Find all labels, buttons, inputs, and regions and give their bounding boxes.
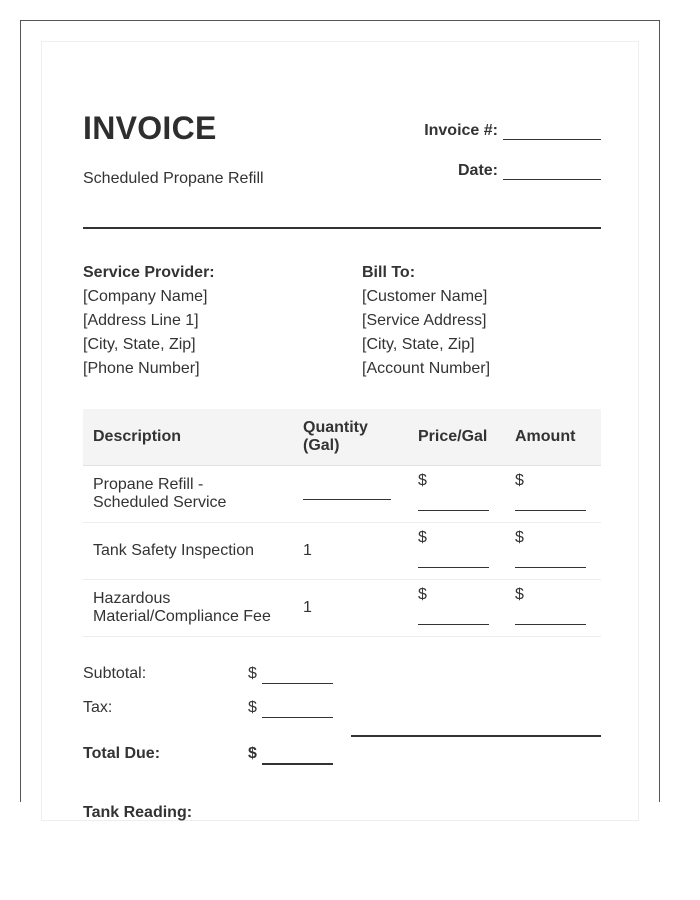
currency-symbol: $ (248, 699, 257, 716)
invoice-title: INVOICE (83, 110, 217, 146)
invoice-sheet (41, 41, 639, 821)
table-row (83, 580, 601, 637)
subtotal-blank (262, 667, 333, 684)
row-description: Propane Refill - Scheduled Service (83, 466, 293, 523)
currency-symbol: $ (418, 586, 427, 603)
table-header-row (83, 409, 601, 466)
provider-address-line: [Address Line 1] (83, 312, 199, 329)
row-description: Hazardous Material/Compliance Fee (83, 580, 293, 637)
tax-row (83, 699, 333, 719)
customer-name: [Customer Name] (362, 288, 488, 305)
service-provider-block (83, 261, 215, 381)
currency-symbol: $ (248, 745, 257, 762)
table-row (83, 523, 601, 580)
row-amount (505, 523, 601, 580)
price-blank (418, 608, 489, 625)
tax-label: Tax: (83, 699, 113, 716)
amount-blank (515, 608, 586, 625)
price-blank (418, 494, 489, 511)
account-number: [Account Number] (362, 360, 491, 377)
document-frame (20, 20, 660, 821)
header-amount: Amount (505, 409, 601, 466)
row-description: Tank Safety Inspection (83, 523, 293, 580)
provider-company-name: [Company Name] (83, 288, 208, 305)
provider-city-state-zip: [City, State, Zip] (83, 336, 196, 353)
row-quantity (293, 466, 408, 523)
tax-blank (262, 701, 333, 718)
invoice-number-blank (503, 123, 601, 140)
row-quantity: 1 (293, 580, 408, 637)
bill-to-label: Bill To: (362, 264, 416, 281)
amount-blank (515, 494, 586, 511)
header-divider (83, 227, 601, 229)
row-price (408, 580, 505, 637)
currency-symbol: $ (418, 529, 427, 546)
currency-symbol: $ (248, 665, 257, 682)
row-price (408, 523, 505, 580)
service-address: [Service Address] (362, 312, 487, 329)
invoice-number-label: Invoice #: (424, 122, 498, 139)
currency-symbol: $ (515, 586, 524, 603)
currency-symbol: $ (515, 472, 524, 489)
quantity-blank (303, 483, 391, 500)
row-amount (505, 466, 601, 523)
subtotal-label: Subtotal: (83, 665, 147, 682)
subtotal-row (83, 665, 333, 685)
bill-to-block (362, 261, 490, 381)
service-provider-label: Service Provider: (83, 264, 215, 281)
invoice-subtitle: Scheduled Propane Refill (83, 170, 264, 187)
header-price-per-gal: Price/Gal (408, 409, 505, 466)
total-due-row (83, 745, 333, 765)
currency-symbol: $ (515, 529, 524, 546)
customer-city-state-zip: [City, State, Zip] (362, 336, 475, 353)
row-price (408, 466, 505, 523)
invoice-number-field (424, 122, 601, 140)
currency-symbol: $ (418, 472, 427, 489)
table-row (83, 466, 601, 523)
invoice-date-field (458, 162, 601, 180)
invoice-date-label: Date: (457, 162, 498, 179)
header-quantity: Quantity (Gal) (293, 409, 408, 466)
invoice-date-blank (503, 163, 601, 180)
price-blank (418, 551, 489, 568)
total-due-blank (262, 747, 333, 765)
provider-phone-number: [Phone Number] (83, 360, 200, 377)
tank-reading-label: Tank Reading: (83, 804, 193, 821)
row-amount (505, 580, 601, 637)
line-items-table (83, 409, 601, 637)
total-due-label: Total Due: (83, 745, 161, 762)
totals-divider (351, 735, 601, 737)
amount-blank (515, 551, 586, 568)
row-quantity: 1 (293, 523, 408, 580)
header-description: Description (83, 409, 293, 466)
